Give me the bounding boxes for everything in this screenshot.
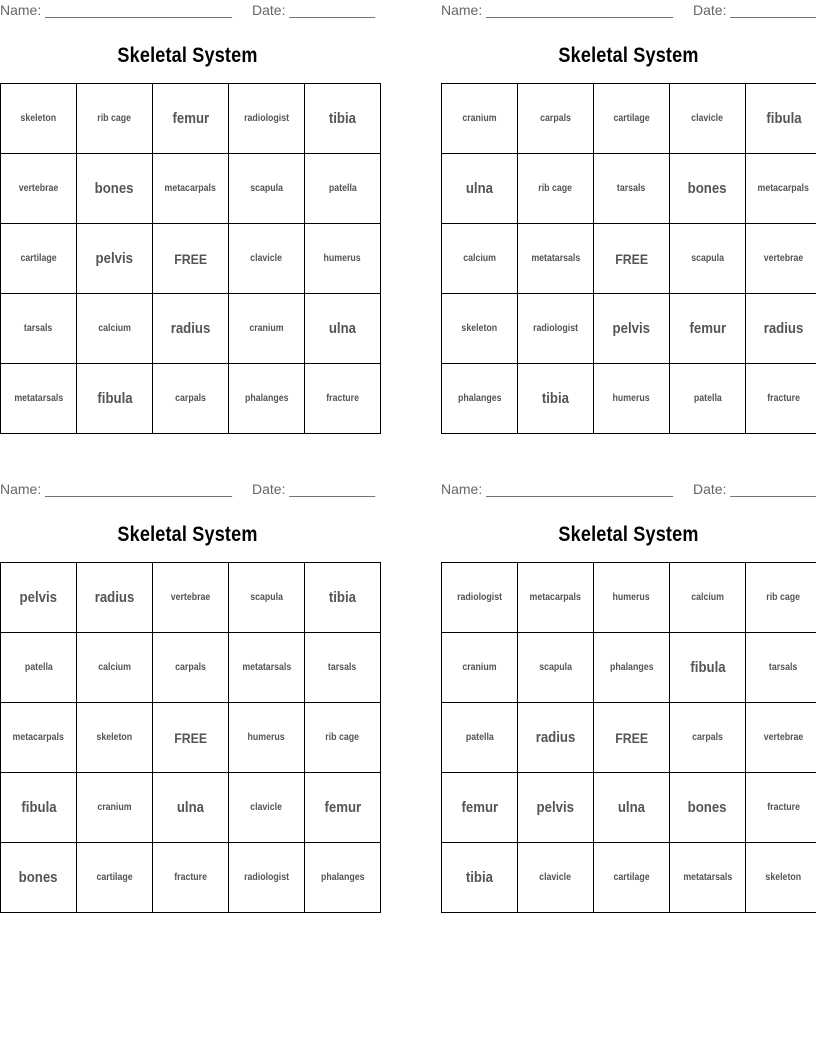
bingo-cell[interactable] [305, 224, 381, 294]
cell-word: fracture [767, 802, 800, 813]
bingo-cell[interactable] [153, 633, 229, 703]
bingo-cell[interactable] [153, 294, 229, 364]
bingo-cell[interactable] [305, 843, 381, 913]
bingo-cell[interactable] [442, 843, 518, 913]
cell-word: cranium [462, 662, 497, 673]
bingo-cell[interactable] [77, 154, 153, 224]
cell-word: carpals [540, 113, 571, 124]
cell-word: bones [19, 869, 58, 886]
cell-word: radiologist [457, 592, 502, 603]
bingo-cell[interactable] [153, 773, 229, 843]
cell-word: metatarsals [14, 393, 63, 404]
cell-word: patella [465, 732, 494, 743]
cell-word: bones [688, 799, 727, 816]
cell-word: fibula [96, 390, 133, 407]
cell-word: metatarsals [242, 662, 291, 673]
grid-row [442, 224, 816, 294]
bingo-cell[interactable] [229, 154, 305, 224]
cell-word: cranium [462, 113, 497, 124]
cell-word: scapula [250, 183, 283, 194]
grid-row [442, 843, 816, 913]
cell-word: cartilage [613, 113, 650, 124]
cell-word: rib cage [538, 183, 573, 194]
cell-word: vertebrae [763, 732, 804, 743]
bingo-cell[interactable] [1, 154, 77, 224]
grid-row [442, 633, 816, 703]
cell-word: vertebrae [763, 253, 804, 264]
cell-word: femur [172, 110, 209, 127]
cell-word: calcium [691, 592, 724, 603]
cell-word: metacarpals [529, 592, 582, 603]
bingo-cell[interactable] [305, 633, 381, 703]
cell-word: cartilage [20, 253, 57, 264]
cell-word: fibula [689, 659, 726, 676]
grid-row [442, 84, 816, 154]
bingo-cell[interactable] [229, 843, 305, 913]
cell-word: scapula [539, 662, 572, 673]
grid-row [442, 294, 816, 364]
bingo-grid [0, 83, 381, 434]
cell-word: femur [689, 320, 726, 337]
cell-word: FREE [615, 729, 648, 746]
bingo-cell[interactable] [670, 84, 746, 154]
bingo-cell[interactable] [670, 154, 746, 224]
bingo-cell[interactable] [153, 563, 229, 633]
cell-word: clavicle [539, 872, 572, 883]
cell-word: radius [763, 320, 804, 337]
bingo-cell[interactable] [594, 633, 670, 703]
cell-word: pelvis [95, 250, 134, 267]
name-field: Name: ________________________ [0, 481, 232, 497]
bingo-cell[interactable] [77, 563, 153, 633]
cell-word: cartilage [613, 872, 650, 883]
cell-word: metacarpals [164, 183, 217, 194]
cell-word: metatarsals [531, 253, 580, 264]
bingo-cell[interactable] [1, 364, 77, 434]
card-title: Skeletal System [117, 523, 258, 546]
bingo-cell[interactable] [305, 154, 381, 224]
bingo-cell[interactable] [1, 843, 77, 913]
bingo-cell[interactable] [305, 563, 381, 633]
cell-word: bones [688, 180, 727, 197]
bingo-cell[interactable] [594, 773, 670, 843]
grid-row [1, 703, 381, 773]
bingo-cell[interactable] [518, 563, 594, 633]
cell-word: phalanges [320, 872, 365, 883]
bingo-cell[interactable] [518, 84, 594, 154]
cell-word: tarsals [617, 183, 646, 194]
cell-word: rib cage [97, 113, 132, 124]
bingo-cell[interactable] [746, 84, 816, 154]
bingo-cell[interactable] [670, 224, 746, 294]
cell-word: tibia [328, 589, 357, 606]
bingo-cell[interactable] [305, 703, 381, 773]
bingo-cell[interactable] [1, 224, 77, 294]
bingo-cell[interactable] [670, 563, 746, 633]
bingo-cell[interactable] [305, 364, 381, 434]
cell-word: bones [95, 180, 134, 197]
grid-row [442, 773, 816, 843]
card-header [441, 479, 816, 501]
date-field: Date: ___________ [693, 2, 816, 18]
cell-word: phalanges [244, 393, 289, 404]
bingo-cell[interactable] [1, 294, 77, 364]
free-space-cell[interactable] [594, 224, 670, 294]
grid-row [1, 773, 381, 843]
bingo-cell[interactable] [229, 364, 305, 434]
grid-row [442, 364, 816, 434]
bingo-cell[interactable] [746, 563, 816, 633]
grid-row [1, 84, 381, 154]
bingo-grid [441, 83, 816, 434]
cell-word: rib cage [325, 732, 360, 743]
cell-word: skeleton [20, 113, 57, 124]
cell-word: radius [94, 589, 135, 606]
cell-word: tarsals [24, 323, 53, 334]
bingo-cell[interactable] [442, 364, 518, 434]
bingo-cell[interactable] [594, 84, 670, 154]
bingo-cell[interactable] [670, 294, 746, 364]
bingo-cell[interactable] [746, 224, 816, 294]
bingo-cell[interactable] [77, 633, 153, 703]
cell-word: humerus [247, 732, 286, 743]
cell-word: radiologist [533, 323, 578, 334]
bingo-cell[interactable] [594, 843, 670, 913]
cell-word: humerus [612, 592, 651, 603]
bingo-cell[interactable] [305, 773, 381, 843]
card-title: Skeletal System [558, 523, 699, 546]
bingo-cell[interactable] [229, 773, 305, 843]
bingo-cell[interactable] [1, 84, 77, 154]
bingo-grid [0, 562, 381, 913]
card-title: Skeletal System [558, 44, 699, 67]
grid-row [442, 154, 816, 224]
cell-word: tarsals [769, 662, 798, 673]
cell-word: pelvis [536, 799, 575, 816]
grid-row [1, 633, 381, 703]
bingo-cell[interactable] [442, 633, 518, 703]
bingo-cell[interactable] [153, 364, 229, 434]
cell-word: tarsals [328, 662, 357, 673]
cell-word: cranium [249, 323, 284, 334]
cell-word: clavicle [691, 113, 724, 124]
cell-word: skeleton [461, 323, 498, 334]
bingo-cell[interactable] [77, 84, 153, 154]
cell-word: ulna [465, 180, 494, 197]
cell-word: scapula [250, 592, 283, 603]
bingo-cell[interactable] [518, 703, 594, 773]
bingo-cell[interactable] [518, 773, 594, 843]
cell-word: fibula [765, 110, 802, 127]
cell-word: carpals [175, 393, 206, 404]
bingo-cell[interactable] [518, 633, 594, 703]
grid-row [1, 563, 381, 633]
grid-row [1, 364, 381, 434]
bingo-cell[interactable] [442, 84, 518, 154]
bingo-cell[interactable] [442, 224, 518, 294]
cell-word: cranium [97, 802, 132, 813]
cell-word: femur [461, 799, 498, 816]
card-title: Skeletal System [117, 44, 258, 67]
cell-word: vertebrae [170, 592, 211, 603]
bingo-cell[interactable] [746, 633, 816, 703]
bingo-cell[interactable] [1, 563, 77, 633]
bingo-cell[interactable] [442, 563, 518, 633]
bingo-cell[interactable] [77, 843, 153, 913]
bingo-cell[interactable] [305, 294, 381, 364]
bingo-cell[interactable] [746, 364, 816, 434]
bingo-cell[interactable] [442, 773, 518, 843]
bingo-cell[interactable] [153, 84, 229, 154]
cell-word: radiologist [244, 113, 289, 124]
bingo-cell[interactable] [305, 84, 381, 154]
bingo-cell[interactable] [442, 703, 518, 773]
grid-row [442, 563, 816, 633]
cell-word: patella [24, 662, 53, 673]
bingo-cell[interactable] [77, 703, 153, 773]
name-field: Name: ________________________ [0, 2, 232, 18]
bingo-cell[interactable] [746, 773, 816, 843]
bingo-cell[interactable] [442, 154, 518, 224]
bingo-cell[interactable] [77, 364, 153, 434]
bingo-cell[interactable] [518, 364, 594, 434]
cell-word: radius [170, 320, 211, 337]
cell-word: tibia [541, 390, 570, 407]
bingo-cell[interactable] [670, 773, 746, 843]
bingo-cell[interactable] [77, 294, 153, 364]
card-header [0, 0, 375, 22]
card-header [0, 479, 375, 501]
bingo-cell[interactable] [746, 843, 816, 913]
grid-row [1, 294, 381, 364]
cell-word: ulna [617, 799, 646, 816]
card-header [441, 0, 816, 22]
cell-word: ulna [328, 320, 357, 337]
cell-word: fibula [20, 799, 57, 816]
grid-row [442, 703, 816, 773]
bingo-cell[interactable] [518, 154, 594, 224]
bingo-cell[interactable] [518, 843, 594, 913]
bingo-cell[interactable] [77, 224, 153, 294]
bingo-cell[interactable] [746, 703, 816, 773]
bingo-cell[interactable] [670, 843, 746, 913]
bingo-card-3 [0, 479, 375, 886]
bingo-cell[interactable] [229, 84, 305, 154]
bingo-cell[interactable] [670, 703, 746, 773]
cell-word: rib cage [766, 592, 801, 603]
date-field: Date: ___________ [693, 481, 816, 497]
cell-word: metacarpals [12, 732, 65, 743]
cell-word: patella [328, 183, 357, 194]
bingo-cell[interactable] [1, 633, 77, 703]
bingo-cell[interactable] [670, 364, 746, 434]
date-field: Date: ___________ [252, 2, 375, 18]
cell-word: fracture [767, 393, 800, 404]
bingo-card-1 [0, 0, 375, 407]
cell-word: ulna [176, 799, 205, 816]
bingo-cell[interactable] [1, 703, 77, 773]
name-field: Name: ________________________ [441, 2, 673, 18]
cell-word: calcium [98, 662, 131, 673]
cell-word: clavicle [250, 802, 283, 813]
bingo-cell[interactable] [229, 703, 305, 773]
bingo-cell[interactable] [518, 294, 594, 364]
cell-word: humerus [323, 253, 362, 264]
cell-word: FREE [174, 729, 207, 746]
bingo-cell[interactable] [229, 224, 305, 294]
cell-word: carpals [692, 732, 723, 743]
bingo-cell[interactable] [746, 154, 816, 224]
cell-word: calcium [463, 253, 496, 264]
cell-word: metacarpals [757, 183, 810, 194]
bingo-grid [441, 562, 816, 913]
bingo-cell[interactable] [594, 154, 670, 224]
bingo-cell[interactable] [77, 773, 153, 843]
bingo-card-4 [441, 479, 816, 886]
cell-word: radius [535, 729, 576, 746]
cell-word: scapula [691, 253, 724, 264]
cell-word: FREE [174, 250, 207, 267]
cell-word: vertebrae [18, 183, 59, 194]
bingo-cell[interactable] [1, 773, 77, 843]
cell-word: pelvis [19, 589, 58, 606]
bingo-cell[interactable] [594, 294, 670, 364]
bingo-cell[interactable] [670, 633, 746, 703]
cell-word: clavicle [250, 253, 283, 264]
cell-word: fracture [326, 393, 359, 404]
grid-row [1, 224, 381, 294]
cell-word: tibia [465, 869, 494, 886]
bingo-cell[interactable] [442, 294, 518, 364]
bingo-cell[interactable] [746, 294, 816, 364]
cell-word: skeleton [96, 732, 133, 743]
bingo-cell[interactable] [229, 633, 305, 703]
bingo-cell[interactable] [594, 364, 670, 434]
cell-word: tibia [328, 110, 357, 127]
cell-word: phalanges [609, 662, 654, 673]
free-space-cell[interactable] [594, 703, 670, 773]
cell-word: metatarsals [683, 872, 732, 883]
cell-word: skeleton [765, 872, 802, 883]
bingo-cell[interactable] [153, 154, 229, 224]
cell-word: FREE [615, 250, 648, 267]
bingo-cell[interactable] [229, 563, 305, 633]
cell-word: humerus [612, 393, 651, 404]
cell-word: femur [324, 799, 361, 816]
cell-word: patella [693, 393, 722, 404]
cell-word: pelvis [612, 320, 651, 337]
free-space-cell[interactable] [153, 703, 229, 773]
cell-word: radiologist [244, 872, 289, 883]
cell-word: fracture [174, 872, 207, 883]
cell-word: phalanges [457, 393, 502, 404]
date-field: Date: ___________ [252, 481, 375, 497]
bingo-card-2 [441, 0, 816, 407]
name-field: Name: ________________________ [441, 481, 673, 497]
cell-word: calcium [98, 323, 131, 334]
grid-row [1, 843, 381, 913]
bingo-cell[interactable] [518, 224, 594, 294]
bingo-cell[interactable] [594, 563, 670, 633]
bingo-cell[interactable] [153, 843, 229, 913]
free-space-cell[interactable] [153, 224, 229, 294]
cell-word: carpals [175, 662, 206, 673]
bingo-cell[interactable] [229, 294, 305, 364]
cell-word: cartilage [96, 872, 133, 883]
grid-row [1, 154, 381, 224]
